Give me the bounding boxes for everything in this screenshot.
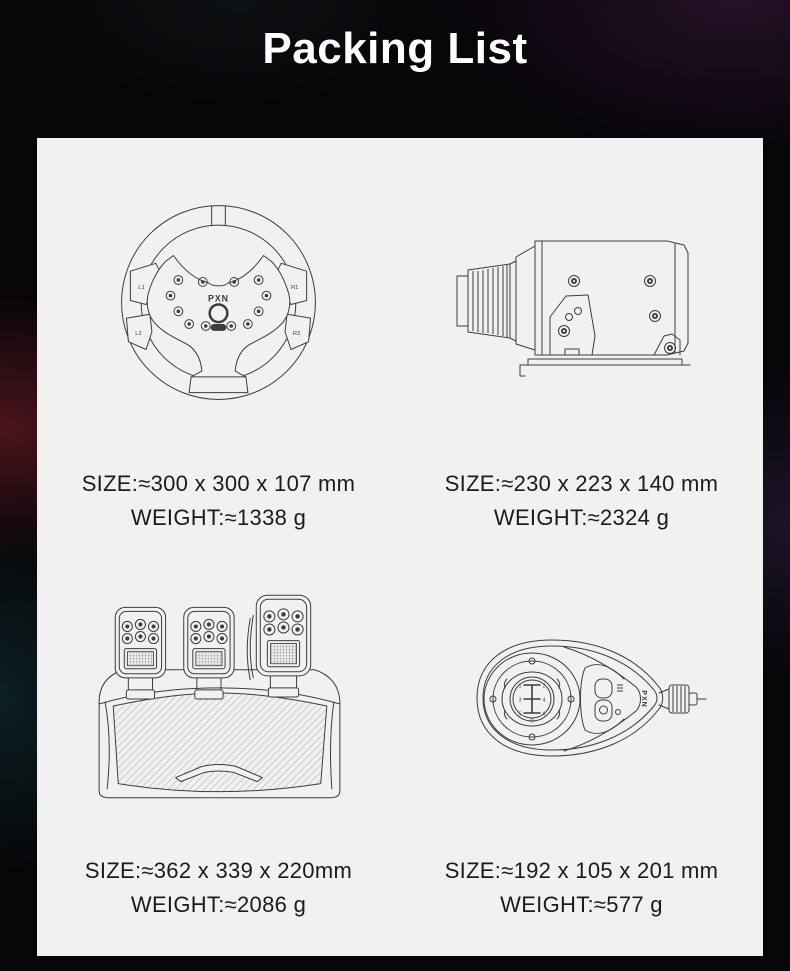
- item-wheel-base: [400, 138, 763, 545]
- shifter-size: SIZE:≈192 x 105 x 201 mm: [444, 858, 719, 883]
- packing-row-bottom: [37, 545, 763, 956]
- shifter-buttons: [595, 679, 623, 721]
- shifter-brand-logo: PXN: [639, 690, 647, 708]
- shifter-body: [477, 640, 663, 756]
- shifter-icon: [452, 627, 712, 772]
- steering-wheel-figure: [37, 138, 400, 467]
- shifter-caption: [445, 854, 719, 922]
- base-neck: [516, 246, 535, 350]
- wheel-brand-logo: PXN: [207, 293, 230, 304]
- gear-label-5: 5: [518, 711, 521, 718]
- wheel-base-icon: [432, 218, 732, 388]
- wheel-pill-button: [211, 324, 227, 331]
- base-shaft: [457, 264, 510, 338]
- wheel-hub: [147, 256, 289, 393]
- paddle-label-l2: L2: [135, 330, 142, 337]
- steering-wheel-caption: [82, 467, 356, 535]
- shifter-knob: [510, 677, 554, 725]
- gear-label-3: 3: [518, 697, 521, 704]
- pedal-base: [99, 669, 340, 797]
- pedal-set-weight: WEIGHT:≈2086 g: [130, 892, 307, 917]
- wheel-base-figure: [400, 138, 763, 467]
- item-shifter: [400, 545, 763, 956]
- page-title: Packing List: [262, 24, 528, 73]
- gear-label-4: 4: [542, 697, 545, 704]
- item-steering-wheel: [37, 138, 400, 545]
- pedal-set-caption: [85, 854, 352, 922]
- shifter-cable-connector: [659, 685, 706, 713]
- steering-wheel-weight: WEIGHT:≈1338 g: [130, 505, 307, 530]
- pedal-set-icon: [83, 589, 355, 811]
- item-pedal-set: [37, 545, 400, 956]
- shifter-figure: [400, 545, 763, 854]
- paddle-label-r1: R1: [290, 284, 299, 291]
- packing-row-top: [37, 138, 763, 545]
- paddle-label-l1: L1: [138, 284, 145, 291]
- pedal-set-figure: [37, 545, 400, 854]
- wheel-base-caption: [445, 467, 719, 535]
- wheel-base-weight: WEIGHT:≈2324 g: [493, 505, 670, 530]
- base-body: [535, 241, 688, 355]
- steering-wheel-icon: [101, 185, 336, 420]
- shifter-weight: WEIGHT:≈577 g: [500, 892, 663, 917]
- wheel-base-size: SIZE:≈230 x 223 x 140 mm: [444, 471, 719, 496]
- gear-label-2: 2: [542, 683, 545, 690]
- pedal-set-size: SIZE:≈362 x 339 x 220mm: [84, 858, 353, 883]
- gear-label-r: R: [529, 718, 534, 725]
- gear-label-6: 6: [542, 711, 545, 718]
- steering-wheel-size: SIZE:≈300 x 300 x 107 mm: [81, 471, 356, 496]
- gear-label-1: 1: [518, 683, 521, 690]
- packing-card: [37, 138, 763, 956]
- paddle-label-r2: R2: [292, 330, 301, 337]
